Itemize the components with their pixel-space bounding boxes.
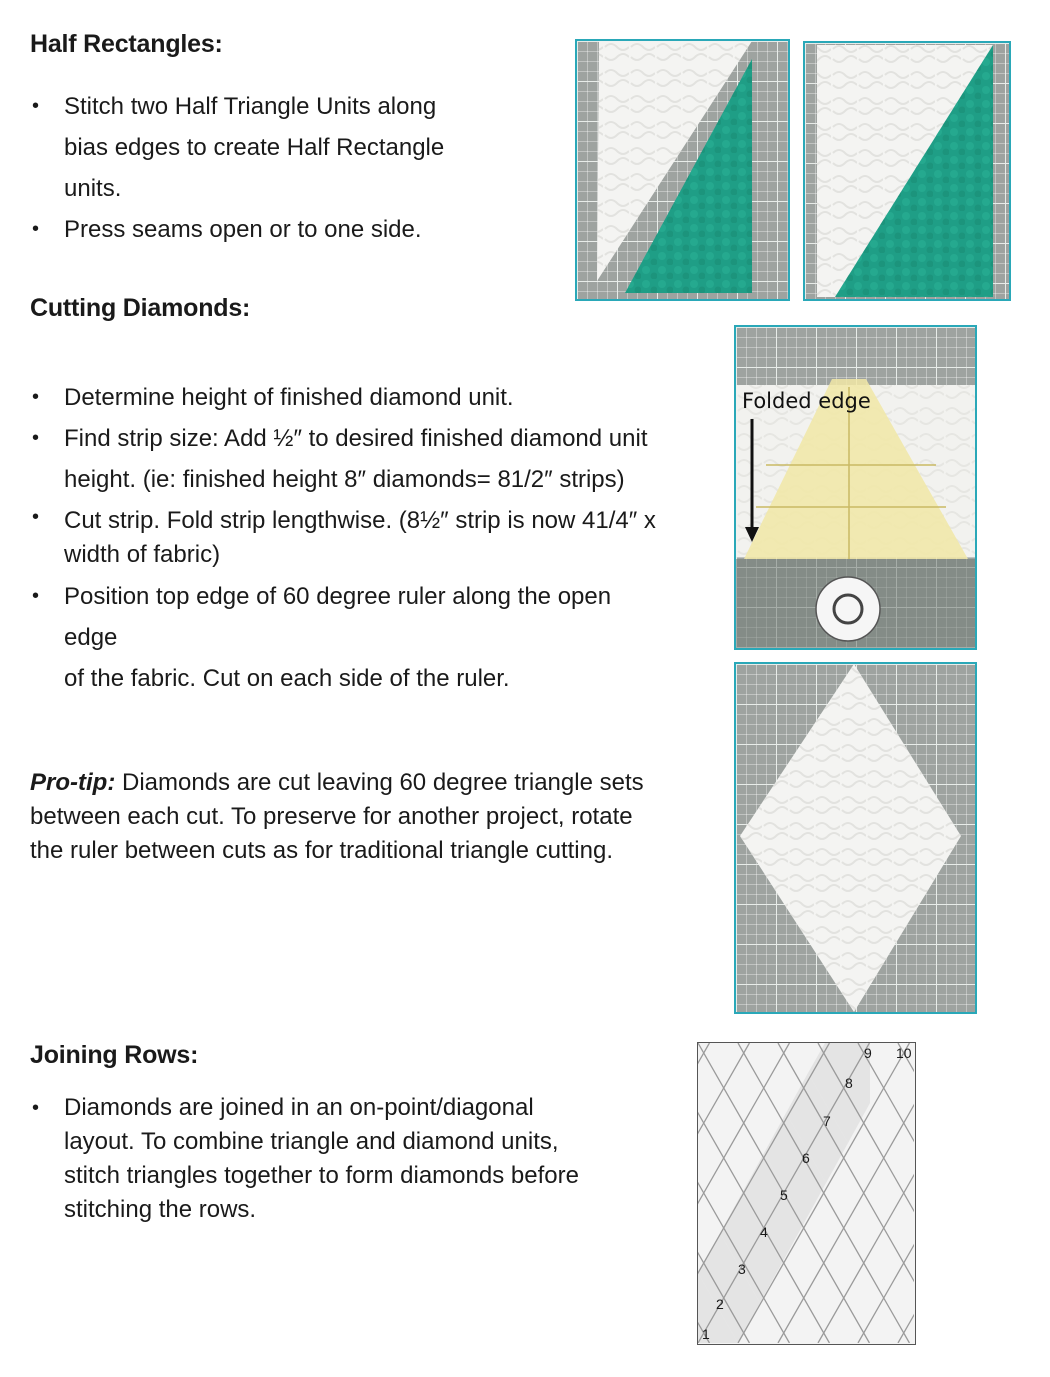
list-item-text: of the fabric. Cut on each side of the ruler. bbox=[64, 665, 510, 692]
pro-tip-label: Pro-tip: bbox=[30, 769, 116, 796]
list-item-text: layout. To combine triangle and diamond units, bbox=[64, 1128, 559, 1155]
photo-half-rectangle-1 bbox=[575, 39, 790, 301]
list-item-text: width of fabric) bbox=[64, 541, 221, 568]
row-number: 3 bbox=[738, 1261, 746, 1277]
list-item: • Stitch two Half Triangle Units along bias edges to create Half Rectangle units. bbox=[30, 86, 550, 209]
cut-diamond-image bbox=[736, 664, 975, 1012]
list-item-text: Cut strip. Fold strip lengthwise. (8½″ strip is now 41/4″ x bbox=[64, 507, 656, 534]
row-number: 6 bbox=[802, 1150, 810, 1166]
list-item-text: Press seams open or to one side. bbox=[64, 216, 422, 243]
list-item-text: Determine height of finished diamond unit. bbox=[64, 384, 514, 411]
list-item: • Cut strip. Fold strip lengthwise. (8½″ strip is now 41/4″ x width of fabric) bbox=[30, 500, 730, 576]
list-item: • Determine height of finished diamond unit. bbox=[30, 377, 730, 418]
list-item-text: stitching the rows. bbox=[64, 1196, 257, 1223]
list-item-text: edge bbox=[64, 624, 118, 651]
pro-tip bbox=[30, 766, 730, 868]
heading-cutting-diamonds: Cutting Diamonds: bbox=[30, 294, 251, 322]
list-item-text: units. bbox=[64, 175, 122, 202]
row-number: 4 bbox=[760, 1224, 768, 1240]
pro-tip-line bbox=[30, 766, 730, 800]
photo-cut-diamond bbox=[734, 662, 977, 1014]
cutting-diamonds-list bbox=[30, 377, 730, 699]
pro-tip-text: between each cut. To preserve for another project, rotate bbox=[30, 803, 633, 830]
diamond-rows-diagram bbox=[697, 1042, 916, 1345]
row-number: 1 bbox=[702, 1326, 710, 1342]
row-number: 7 bbox=[823, 1113, 831, 1129]
list-item-text: Position top edge of 60 degree ruler along the open bbox=[64, 583, 612, 610]
list-item: • Position top edge of 60 degree ruler along the open edge of the fabric. Cut on each side of the ruler. bbox=[30, 576, 730, 699]
list-item-text: Stitch two Half Triangle Units along bbox=[64, 93, 437, 120]
heading-joining-rows: Joining Rows: bbox=[30, 1041, 199, 1069]
list-item-text: height. (ie: finished height 8″ diamonds= 81/2″ strips) bbox=[64, 466, 625, 493]
half-rectangle-sewn-image bbox=[805, 43, 1009, 299]
diamond-lattice bbox=[698, 1043, 914, 1343]
row-number: 9 bbox=[864, 1045, 872, 1061]
half-rectangle-fabric-image bbox=[577, 41, 788, 299]
pro-tip-text: Diamonds are cut leaving 60 degree triangle sets bbox=[115, 769, 644, 796]
joining-rows-list bbox=[30, 1091, 670, 1227]
list-item-text: stitch triangles together to form diamonds before bbox=[64, 1162, 579, 1189]
photo-half-rectangle-2 bbox=[803, 41, 1011, 301]
list-item-text: Diamonds are joined in an on-point/diagonal bbox=[64, 1094, 534, 1121]
pro-tip-text: the ruler between cuts as for traditional triangle cutting. bbox=[30, 837, 613, 864]
lattice-line bbox=[898, 1043, 914, 1343]
list-item-text: bias edges to create Half Rectangle bbox=[64, 134, 445, 161]
folded-edge-label: Folded edge bbox=[742, 389, 871, 413]
heading-half-rectangles: Half Rectangles: bbox=[30, 30, 223, 58]
row-number: 8 bbox=[845, 1075, 853, 1091]
list-item: • Diamonds are joined in an on-point/diagonal layout. To combine triangle and diamond units, stitch triangles together to form diamonds before stitching the rows. bbox=[30, 1091, 670, 1227]
lattice-line bbox=[898, 1043, 914, 1343]
list-item: • Find strip size: Add ½″ to desired finished diamond unit height. (ie: finished height 8″ diamonds= 81/2″ strips) bbox=[30, 418, 730, 500]
photo-folded-strip-ruler bbox=[734, 325, 977, 650]
row-number: 10 bbox=[896, 1045, 912, 1061]
list-item: • Press seams open or to one side. bbox=[30, 209, 550, 250]
list-item-text: Find strip size: Add ½″ to desired finished diamond unit bbox=[64, 425, 648, 452]
ruler-on-fold-image bbox=[736, 327, 975, 648]
half-rectangles-list bbox=[30, 86, 550, 250]
row-number: 2 bbox=[716, 1296, 724, 1312]
row-number: 5 bbox=[780, 1187, 788, 1203]
